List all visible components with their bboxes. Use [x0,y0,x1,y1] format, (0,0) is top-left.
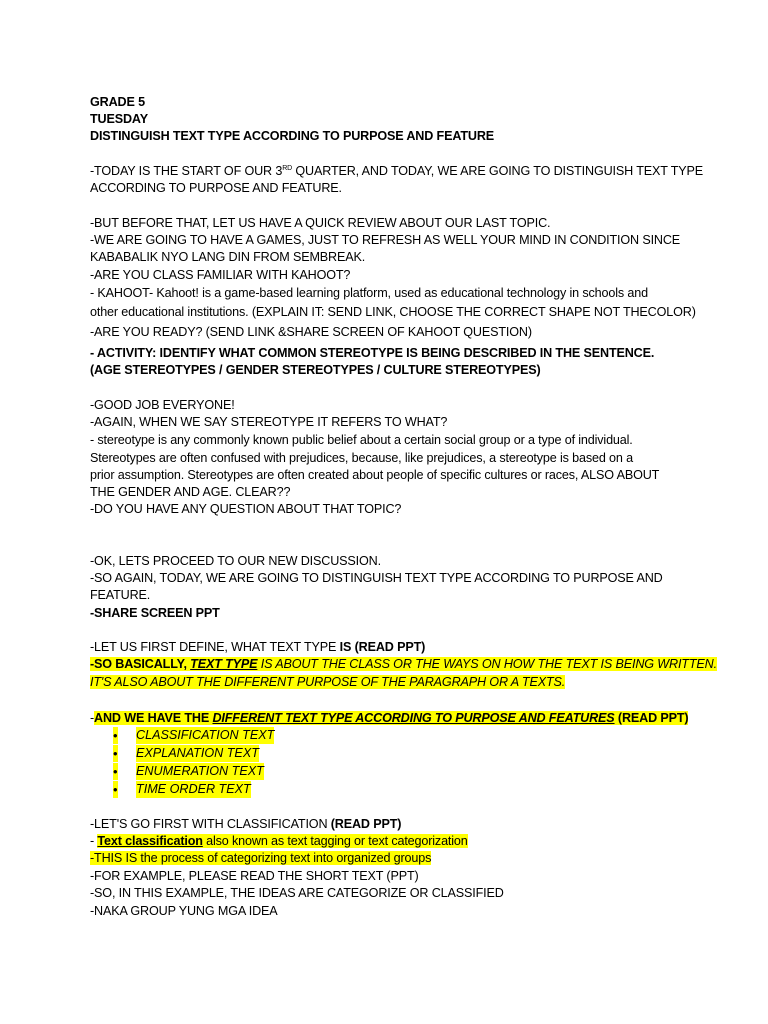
discussion-line-1: -OK, LETS PROCEED TO OUR NEW DISCUSSION. [90,554,381,568]
highlight: -SO BASICALLY, TEXT TYPE IS ABOUT THE CLASS OR THE WAYS ON HOW THE TEXT IS BEING WRITTEN. [90,657,717,671]
define-line-2 [90,656,717,673]
stereo-line-2: -AGAIN, WHEN WE SAY STEREOTYPE IT REFERS TO WHAT? [90,415,448,429]
activity-line: - ACTIVITY: IDENTIFY WHAT COMMON STEREOTYPE IS BEING DESCRIBED IN THE SENTENCE. [90,346,655,360]
bullet-icon: • [113,764,118,779]
list-item: ENUMERATION TEXT [136,764,264,778]
review-line-2: -WE ARE GOING TO HAVE A GAMES, JUST TO REFRESH AS WELL YOUR MIND IN CONDITION SINCE [90,233,681,247]
classification-line-6: -NAKA GROUP YUNG MGA IDEA [90,904,278,918]
discussion-line-3: FEATURE. [90,588,151,602]
stereo-line-3: - stereotype is any commonly known public belief about a certain social group or a type of individual. [90,433,633,447]
bullet-icon: • [113,728,118,743]
stereo-line-4: Stereotypes are often confused with prejudices, because, like prejudices, a stereotype is based on a [90,451,633,465]
term-different-text-type: DIFFERENT TEXT TYPE ACCORDING TO PURPOSE AND FEATURES [212,711,615,725]
activity-options-line: (AGE STEREOTYPES / GENDER STEREOTYPES / CULTURE STEREOTYPES) [90,363,541,377]
review-line-1: -BUT BEFORE THAT, LET US HAVE A QUICK REVIEW ABOUT OUR LAST TOPIC. [90,216,551,230]
review-line-5: - KAHOOT- Kahoot! is a game-based learning platform, used as educational technology in schools and [90,286,648,300]
stereo-line-6: THE GENDER AND AGE. CLEAR?? [90,485,291,499]
classification-line-1: -LET'S GO FIRST WITH CLASSIFICATION (READ PPT) [90,817,402,831]
term-text-classification: Text classification [97,834,203,848]
stereo-line-1: -GOOD JOB EVERYONE! [90,398,235,412]
stereo-line-5: prior assumption. Stereotypes are often created about people of specific cultures or races, ALSO ABOUT [90,468,660,482]
classification-line-5: -SO, IN THIS EXAMPLE, THE IDEAS ARE CATEGORIZE OR CLASSIFIED [90,886,504,900]
term-text-type: TEXT TYPE [190,657,258,671]
intro-line-1: -TODAY IS THE START OF OUR 3RD QUARTER, AND TODAY, WE ARE GOING TO DISTINGUISH TEXT TYPE [90,164,703,178]
classification-line-3: -THIS IS the process of categorizing text into organized groups [90,851,432,865]
bullet-icon: • [113,746,118,761]
discussion-line-2: -SO AGAIN, TODAY, WE ARE GOING TO DISTINGUISH TEXT TYPE ACCORDING TO PURPOSE AND [90,571,663,585]
intro-line-2: ACCORDING TO PURPOSE AND FEATURE. [90,181,342,195]
classification-line-2: - Text classification also known as text tagging or text categorization [90,834,468,848]
stereo-line-7: -DO YOU HAVE ANY QUESTION ABOUT THAT TOPIC? [90,502,402,516]
list-item: CLASSIFICATION TEXT [136,728,275,742]
define-line-3: IT'S ALSO ABOUT THE DIFFERENT PURPOSE OF THE PARAGRAPH OR A TEXTS. [90,675,566,689]
grade-heading: GRADE 5 [90,95,145,109]
review-line-3: KABABALIK NYO LANG DIN FROM SEMBREAK. [90,250,366,264]
list-item: TIME ORDER TEXT [136,782,251,796]
day-heading: TUESDAY [90,112,148,126]
classification-line-4: -FOR EXAMPLE, PLEASE READ THE SHORT TEXT (PPT) [90,869,419,883]
bullet-icon: • [113,782,118,797]
ordinal-superscript: RD [282,164,293,172]
list-item: EXPLANATION TEXT [136,746,259,760]
share-screen-line: -SHARE SCREEN PPT [90,606,220,620]
review-line-4: -ARE YOU CLASS FAMILIAR WITH KAHOOT? [90,268,351,282]
review-line-7: -ARE YOU READY? (SEND LINK &SHARE SCREEN OF KAHOOT QUESTION) [90,325,532,339]
review-line-6: other educational institutions. (EXPLAIN IT: SEND LINK, CHOOSE THE CORRECT SHAPE NOT THECOLOR) [90,305,696,319]
lesson-title: DISTINGUISH TEXT TYPE ACCORDING TO PURPOSE AND FEATURE [90,129,495,143]
define-line-1: -LET US FIRST DEFINE, WHAT TEXT TYPE IS (READ PPT) [90,640,426,654]
types-line-1: -AND WE HAVE THE DIFFERENT TEXT TYPE ACCORDING TO PURPOSE AND FEATURES (READ PPT) [90,711,689,725]
